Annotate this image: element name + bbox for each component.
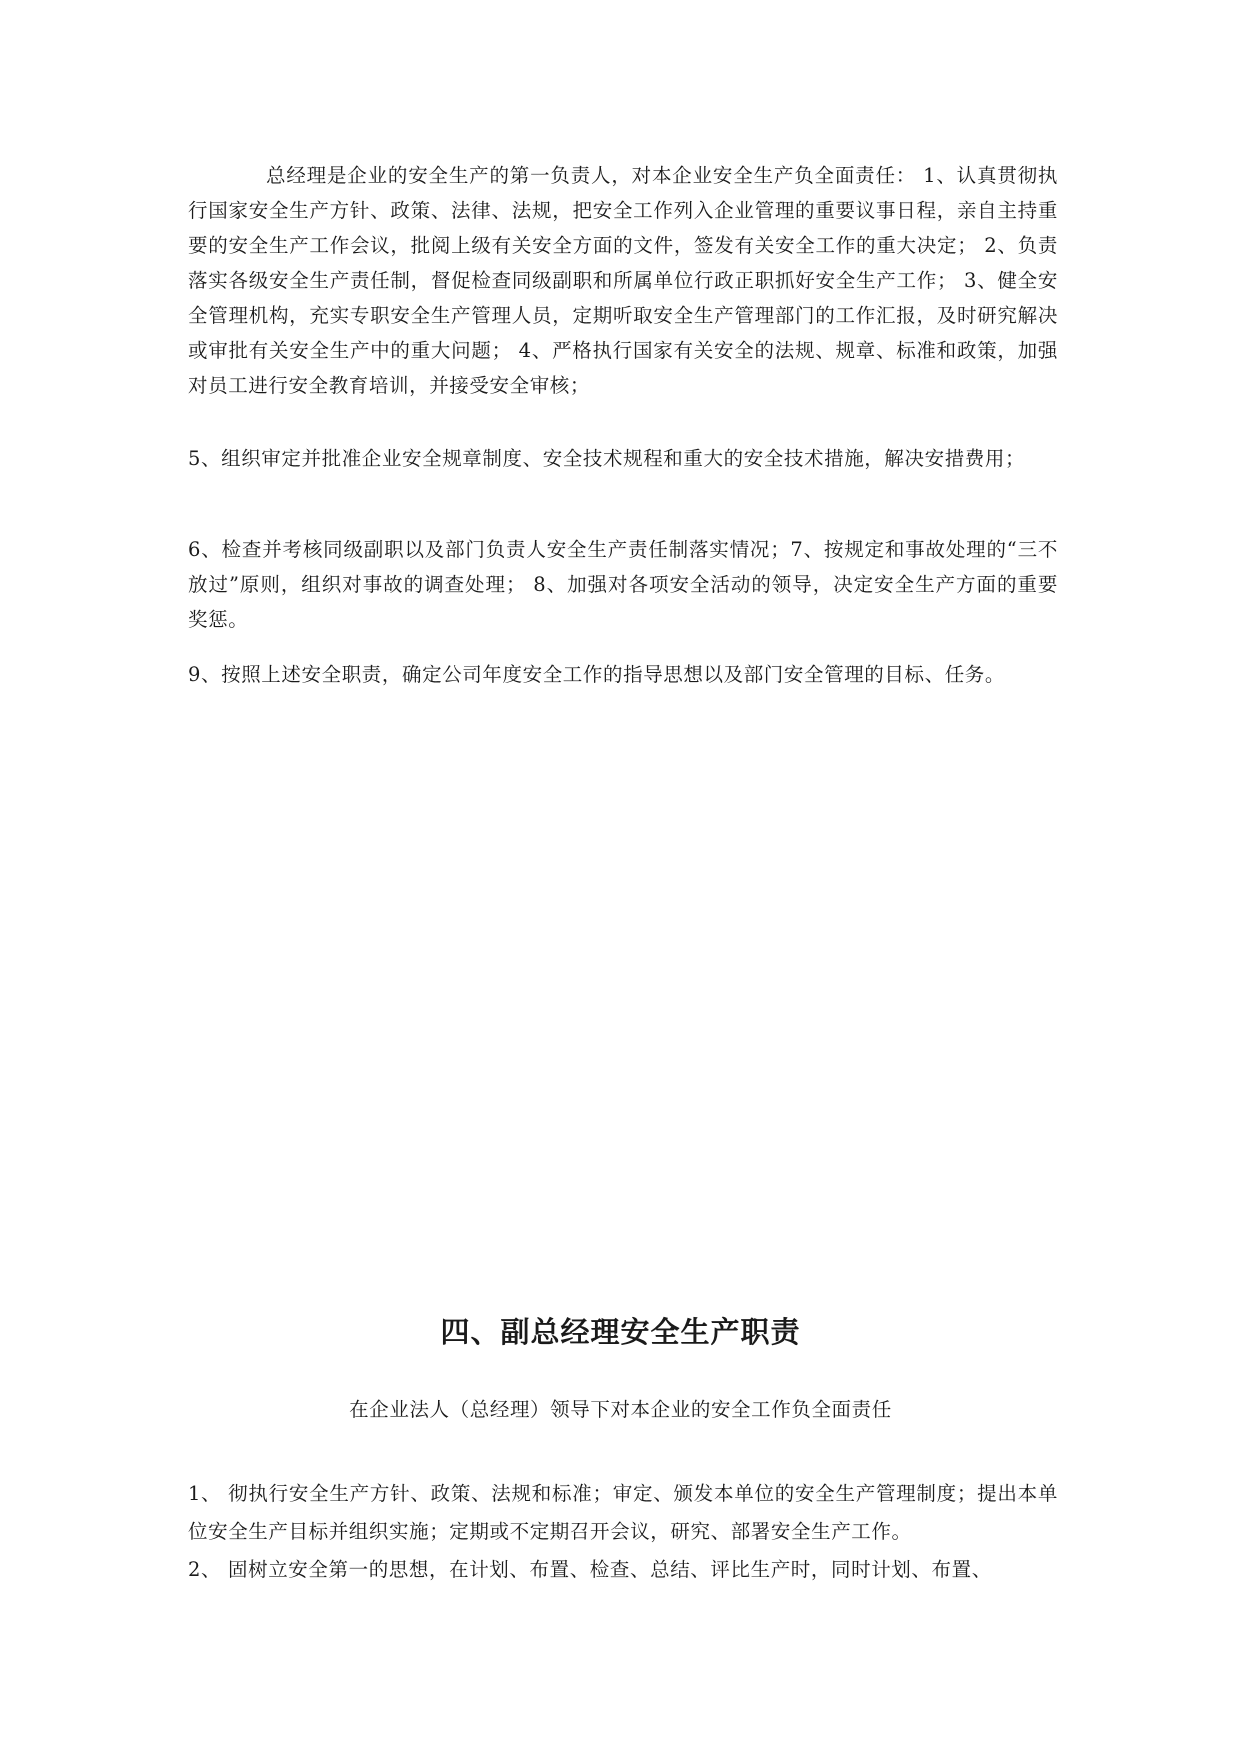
section-title: 四、副总经理安全生产职责 — [440, 1315, 801, 1349]
intro-paragraph: 总经理是企业的安全生产的第一负责人，对本企业安全生产负全面责任： 1、认真贯彻执行国家安全生产方针、政策、法律、法规，把安全工作列入企业管理的重要议事日程，亲自主持重要的安全生产工作会议，批阅上级有关安全方面的文件，签发有关安全工作的重大决定； 2、负责落实各级安全生产责任制，督促检查同级副职和所属单位行政正职抓好安全生产工作； 3、健全安全管理机构，充实专职安全生产管理人员，定期听取安全生产管理部门的工作汇报，及时研究解决或审批有关安全生产中的重大问题； 4、严格执行国家有关安全的法规、规章、标准和政策，加强对员工进行安全教育培训，并接受安全审核； — [188, 164, 1058, 397]
list-item-text: 固树立安全第一的思想，在计划、布置、检查、总结、评比生产时，同时计划、布置、 — [228, 1558, 992, 1581]
list-item-text: 彻执行安全生产方针、政策、法规和标准；审定、颁发本单位的安全生产管理制度；提出本单位安全生产目标并组织实施；定期或不定期召开会议，研究、部署安全生产工作。 — [188, 1482, 1058, 1543]
list-item-number: 1、 — [188, 1482, 222, 1505]
list-item-number: 2、 — [188, 1558, 222, 1581]
paragraph-item-9: 9、按照上述安全职责，确定公司年度安全工作的指导思想以及部门安全管理的目标、任务。 — [188, 663, 1006, 686]
paragraph-item-5: 5、组织审定并批准企业安全规章制度、安全技术规程和重大的安全技术措施，解决安措费用； — [188, 447, 1026, 470]
section-subtitle: 在企业法人（总经理）领导下对本企业的安全工作负全面责任 — [349, 1398, 892, 1421]
list-item — [188, 1551, 1058, 1589]
paragraph-item-6-8: 6、检查并考核同级副职以及部门负责人安全生产责任制落实情况；7、按规定和事故处理的“三不放过”原则，组织对事故的调查处理； 8、加强对各项安全活动的领导，决定安全生产方面的重要奖惩。 — [188, 538, 1058, 631]
list-item — [188, 1475, 1058, 1551]
